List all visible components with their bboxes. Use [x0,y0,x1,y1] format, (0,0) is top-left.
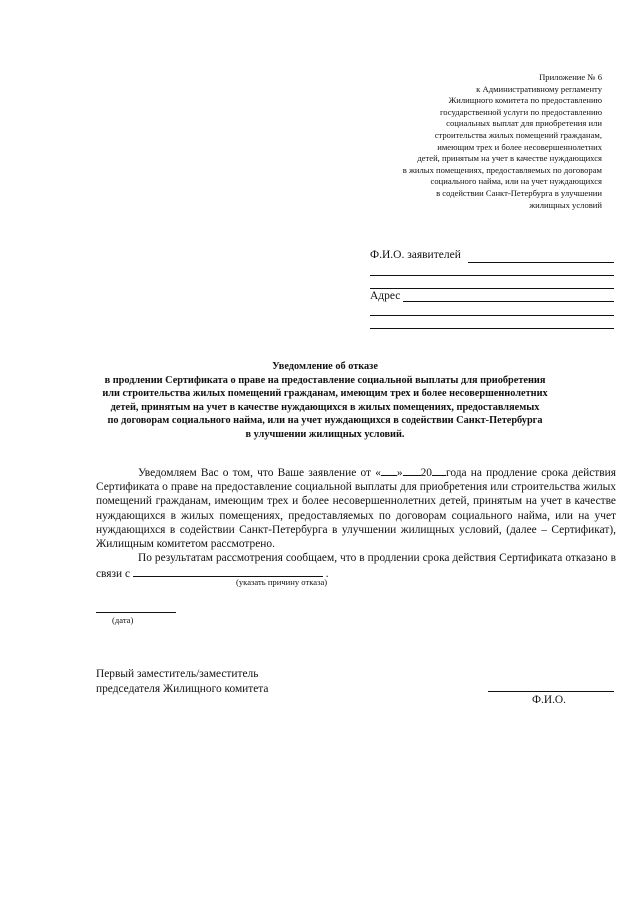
appendix-line: Жилищного комитета по предоставлению [448,95,602,106]
applicant-fio-line-2[interactable] [370,275,614,276]
reason-hint: (указать причину отказа) [236,577,328,587]
appendix-line: строительства жилых помещений гражданам, [434,129,602,140]
notice-paragraph-1: Уведомляем Вас о том, что Ваше заявление от « » 20 года на продление срока действия Сертификата о праве на предоставление социальной выплаты для приобретения или строительства жилых помещений гражданам, имеющим трех и более несовершеннолетних детей, принятым на учет в качестве нуждающихся в жилых помещениях, предоставляемых по договорам социального найма, или на учет нуждающихся в содействии Санкт-Петербурга в улучшении жилищных условий, (далее – Сертификат), Жилищным комитетом рассмотрено. [96,464,616,551]
appendix-line: государственной услуги по предоставлению [439,106,602,117]
appendix-line: в содействии Санкт-Петербурга в улучшении [436,187,602,198]
title-line: или строительства жилых помещений гражданам, имеющим трех и более несовершеннолетних [102,388,548,400]
title-line: детей, принятым на учет в качестве нуждающихся в жилых помещениях, предоставляемых [110,401,540,413]
notice-paragraph-2: По результатам рассмотрения сообщаем, что в продлении срока действия Сертификата отказано в связи с . [96,552,616,581]
appendix-line: социальных выплат для приобретения или [446,118,602,129]
applicant-fio-label: Ф.И.О. заявителей [370,249,461,261]
appendix-line: социального найма, или на учет нуждающихся [430,176,602,187]
appendix-line: имеющим трех и более несовершеннолетних [437,141,602,152]
document-title [90,360,560,442]
applicant-address-line-3[interactable] [370,328,614,329]
year-blank[interactable] [432,464,446,476]
notice-body [96,464,616,582]
month-blank[interactable] [403,464,421,476]
title-line: по договорам социального найма, или на учет нуждающихся в содействии Санкт-Петербурга [107,415,543,427]
applicant-address-label: Адрес [370,290,401,302]
title-heading: Уведомление об отказе [272,361,378,372]
title-line: в продлении Сертификата о праве на предоставление социальной выплаты для приобретения [104,374,546,386]
date-hint: (дата) [112,615,134,625]
signer-fio-label: Ф.И.О. [532,694,566,706]
appendix-line: жилищных условий [529,199,602,210]
applicant-address-line-2[interactable] [370,315,614,316]
signer-title-line-2: председателя Жилищного комитета [96,683,269,695]
date-field[interactable] [96,612,176,613]
applicant-fio-line[interactable] [468,262,614,263]
appendix-line: детей, принятым на учет в качестве нуждающихся [417,153,602,164]
title-line: в улучшении жилищных условий. [245,428,405,440]
appendix-line: к Административному регламенту [476,83,602,94]
signature-line[interactable] [488,691,614,692]
appendix-line: в жилых помещениях, предоставляемых по договорам [402,164,602,175]
appendix-header [352,72,602,211]
applicant-address-line[interactable] [403,301,614,302]
day-blank[interactable] [381,464,397,476]
refusal-reason-field[interactable] [133,565,323,577]
appendix-line: Приложение № 6 [539,72,602,82]
signer-block [96,667,268,697]
signer-title-line-1: Первый заместитель/заместитель [96,668,259,680]
applicant-fio-line-3[interactable] [370,288,614,289]
